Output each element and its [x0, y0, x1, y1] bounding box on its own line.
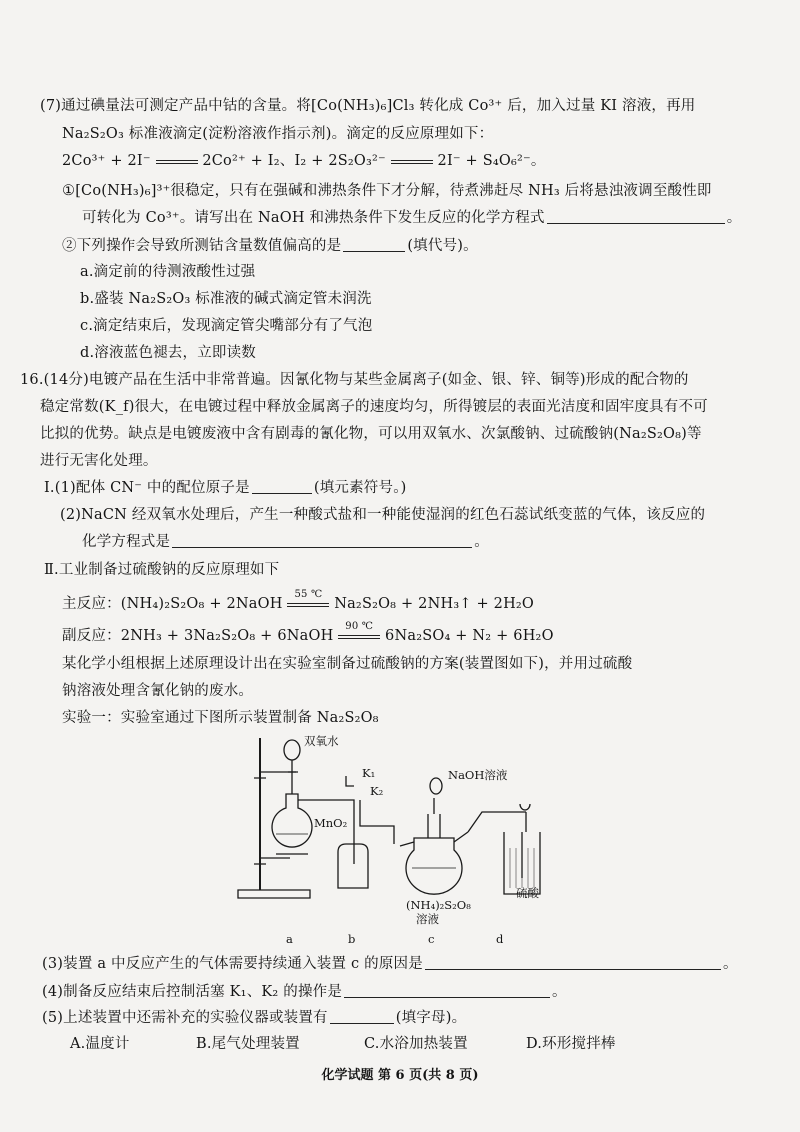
main-reaction-condition: 55 ℃ [294, 589, 323, 600]
choice-d: D.环形搅拌棒 [526, 1036, 616, 1052]
q16-i-2-line-2 [82, 532, 489, 552]
label-k1: K₁ [362, 766, 376, 780]
dropping-funnel [430, 778, 442, 794]
option-a: a.滴定前的待测液酸性过强 [80, 264, 256, 280]
q16-3 [42, 954, 738, 974]
q7-line-1: (7)通过碘量法可测定产品中钴的含量。将[Co(NH₃)₆]Cl₃ 转化成 Co³⁺ 后，加入过量 KI 溶液，再用 [40, 98, 696, 114]
reaction-equals [338, 621, 380, 639]
q16-4-prompt: (4)制备反应结束后控制活塞 K₁、K₂ 的操作是 [42, 984, 343, 1000]
q16-4-end: 。 [552, 984, 567, 1000]
answer-blank[interactable] [172, 533, 472, 548]
q16-line-3: 比拟的优势。缺点是电镀废液中含有剧毒的氰化物，可以用双氧水、次氯酸钠、过硫酸钠(Na₂S₂O₈)等 [40, 426, 702, 442]
q16-line-1: 16.(14分)电镀产品在生活中非常普遍。因氰化物与某些金属离子(如金、银、锌、铜等)形成的配合物的 [20, 372, 689, 388]
equals-sign [156, 158, 198, 164]
label-c: c [428, 932, 435, 946]
q7-line-2: Na₂S₂O₃ 标准液滴定(淀粉溶液作指示剂)。滴定的反应原理如下： [62, 126, 494, 142]
q16-i-2-end: 。 [474, 534, 489, 550]
q7-sub1-line-2 [82, 208, 741, 228]
q16-4 [42, 982, 567, 1002]
label-k2: K₂ [370, 784, 384, 798]
q7-sub2-prompt: ②下列操作会导致所测钴含量数值偏高的是 [62, 238, 342, 254]
q7-sub1-line-1: ①[Co(NH₃)₆]³⁺很稳定，只有在强碱和沸热条件下才分解，待煮沸赶尽 NH₃ 后将悬浊液调至酸性即 [62, 183, 712, 199]
q7-sub1-prompt: 可转化为 Co³⁺。请写出在 NaOH 和沸热条件下发生反应的化学方程式 [82, 210, 545, 226]
main-reaction-left: 主反应：(NH₄)₂S₂O₈ + 2NaOH [62, 596, 283, 612]
q16-i-1 [44, 478, 407, 498]
q16-5-prompt: (5)上述装置中还需补充的实验仪器或装置有 [42, 1010, 328, 1026]
choice-c: C.水浴加热装置 [364, 1036, 468, 1052]
q7-sub2 [62, 236, 478, 256]
side-reaction-right: 6Na₂SO₄ + N₂ + 6H₂O [385, 628, 554, 644]
label-solution-2: 溶液 [416, 912, 439, 926]
main-reaction-right: Na₂S₂O₈ + 2NH₃↑ + 2H₂O [334, 596, 535, 612]
q16-3-prompt: (3)装置 a 中反应产生的气体需要持续通入装置 c 的原因是 [42, 956, 423, 972]
apparatus-drawing [230, 728, 560, 950]
flask-neck [428, 798, 440, 838]
wash-bottle [338, 844, 368, 888]
round-bottom-flask [272, 794, 312, 847]
q16-para-1: 某化学小组根据上述原理设计出在实验室制备过硫酸钠的方案(装置图如下)，并用过硫酸 [62, 656, 633, 672]
label-d: d [496, 932, 504, 946]
separatory-funnel [284, 740, 300, 760]
equals-sign [391, 158, 433, 164]
answer-blank[interactable] [344, 983, 550, 998]
q7-eq-part-c: 2I⁻ + S₄O₆²⁻。 [437, 153, 546, 169]
safety-bulb [520, 804, 530, 810]
q16-line-4: 进行无害化处理。 [40, 453, 158, 469]
option-d: d.溶液蓝色褪去，立即读数 [80, 345, 256, 361]
funnel-stem [288, 760, 296, 794]
q16-i-1-end: (填元素符号。) [313, 480, 407, 496]
stand-base [238, 890, 310, 898]
q16-5-end: (填字母)。 [395, 1010, 467, 1026]
q16-para-2: 钠溶液处理含氰化钠的废水。 [62, 683, 254, 699]
option-b: b.盛装 Na₂S₂O₃ 标准液的碱式滴定管未润洗 [80, 291, 372, 307]
label-h2o2: 双氧水 [304, 734, 339, 748]
three-neck-flask [406, 838, 462, 894]
label-acid: 硫酸 [516, 886, 539, 900]
q16-5 [42, 1008, 466, 1028]
reaction-equals [287, 589, 329, 607]
q7-eq-part-a: 2Co³⁺ + 2I⁻ [62, 153, 151, 169]
q7-equation [62, 151, 546, 171]
q16-3-end: 。 [722, 956, 738, 972]
answer-blank[interactable] [330, 1009, 394, 1024]
main-reaction [62, 589, 535, 614]
experiment-1-title: 实验一：实验室通过下图所示装置制备 Na₂S₂O₈ [62, 710, 379, 726]
side-reaction-condition: 90 ℃ [345, 621, 374, 632]
q7-sub1-end: 。 [726, 210, 742, 226]
page-footer: 化学试题 第 6 页(共 8 页) [321, 1068, 479, 1083]
label-naoh: NaOH溶液 [448, 768, 508, 782]
q16-i-1-prompt: Ⅰ.(1)配体 CN⁻ 中的配位原子是 [44, 480, 250, 496]
apparatus-diagram [230, 728, 560, 950]
answer-blank[interactable] [547, 209, 725, 224]
side-necks [400, 832, 468, 846]
label-a: a [286, 932, 293, 946]
label-b: b [348, 932, 356, 946]
q16-i-2-prompt: 化学方程式是 [82, 534, 171, 550]
q7-sub2-end: (填代号)。 [407, 238, 478, 254]
side-reaction [62, 621, 554, 646]
answer-blank[interactable] [425, 955, 721, 970]
choice-a: A.温度计 [70, 1036, 130, 1052]
k1-branch [346, 776, 354, 786]
tube-b-c [360, 800, 394, 844]
q16-ii-heading: Ⅱ.工业制备过硫酸钠的反应原理如下 [44, 562, 280, 578]
q7-eq-part-b: 2Co²⁺ + I₂、I₂ + 2S₂O₃²⁻ [202, 153, 386, 169]
q16-line-2: 稳定常数(K_f)很大，在电镀过程中释放金属离子的速度均匀，所得镀层的表面光洁度和固牢度具有不可 [40, 399, 708, 415]
label-mno2: MnO₂ [314, 816, 348, 830]
tube-c-d [468, 812, 508, 832]
option-c: c.滴定结束后，发现滴定管尖嘴部分有了气泡 [80, 318, 373, 334]
answer-blank[interactable] [252, 479, 312, 494]
q16-i-2-line-1: (2)NaCN 经双氧水处理后，产生一种酸式盐和一种能使湿润的红色石蕊试纸变蓝的气体，该反应的 [60, 507, 706, 523]
side-reaction-left: 副反应：2NH₃ + 3Na₂S₂O₈ + 6NaOH [62, 628, 334, 644]
choice-b: B.尾气处理装置 [196, 1036, 300, 1052]
label-solution-1: (NH₄)₂S₂O₈ [406, 898, 471, 912]
answer-blank[interactable] [343, 237, 405, 252]
